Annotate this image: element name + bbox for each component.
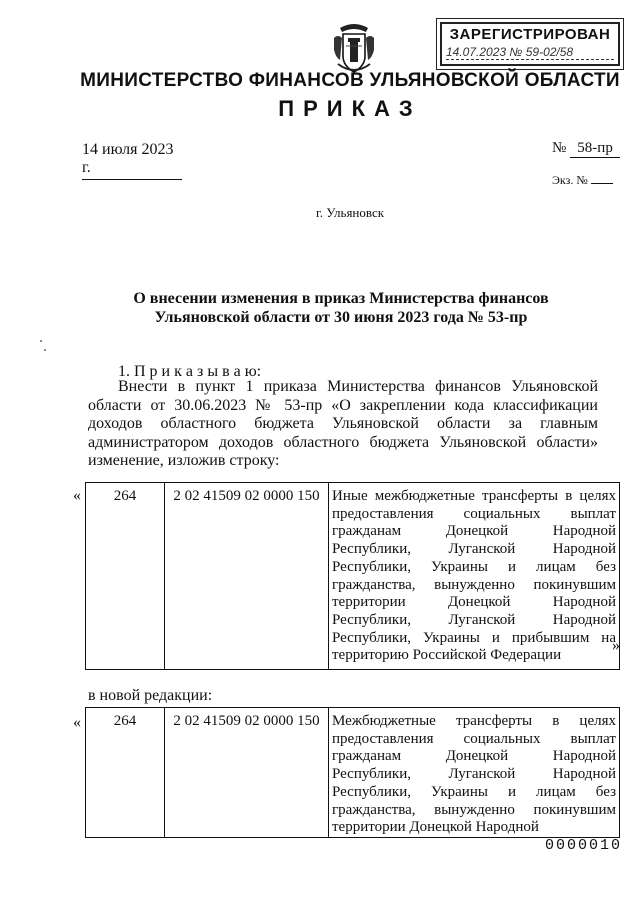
old-row-table — [85, 482, 620, 670]
row-code: 264 — [86, 483, 165, 670]
ministry-name: МИНИСТЕРСТВО ФИНАНСОВ УЛЬЯНОВСКОЙ ОБЛАСТИ — [80, 70, 620, 91]
registration-stamp — [440, 22, 620, 66]
scan-speck — [40, 340, 42, 342]
number-value: 58-пр — [570, 140, 620, 158]
row-description: Межбюджетные трансферты в целях предоставления социальных выплат гражданам Донецкой Народной Республики, Луганской Народной Республики, Украины и лицам без гражданства, вынужденно покинувшим территории Донецкой Народной — [329, 708, 620, 838]
table-row — [86, 483, 620, 670]
number-sign: № — [552, 140, 567, 156]
copy-label: Экз. № — [552, 173, 588, 187]
quote-open: « — [73, 714, 81, 731]
paragraph-text: Внести в пункт 1 приказа Министерства финансов Ульяновской области от 30.06.2023 № 53-пр «О закреплении кода классификации доходов областного бюджета Ульяновской области за главным администратором доходов областного бюджета Ульяновской области» изменение, изложив строку: — [88, 378, 598, 469]
row-description: Иные межбюджетные трансферты в целях предоставления социальных выплат гражданам Донецкой Народной Республики, Луганской Народной Республики, Украины и лицам без гражданства, вынужденно покинувшим территории Донецкой Народной Республики, Луганской Народной Республики, Украины и прибывшим на территорию Российской Федерации — [329, 483, 620, 670]
document-date: 14 июля 2023 г. — [82, 141, 182, 180]
stamp-title: ЗАРЕГИСТРИРОВАН — [449, 26, 611, 43]
paragraph-item: 1. П р и к а з ы в а ю: — [118, 363, 262, 380]
quote-close: » — [612, 637, 620, 654]
copy-blank — [591, 183, 613, 184]
copy-number — [552, 173, 613, 188]
row-code: 264 — [86, 708, 165, 838]
document-city: г. Ульяновск — [315, 205, 385, 220]
row-kbk: 2 02 41509 02 0000 150 — [165, 483, 329, 670]
document-type: ПРИКАЗ — [278, 96, 422, 121]
document-title: О внесении изменения в приказ Министерства финансов Ульяновской области от 30 июня 2023 года № 53-пр — [133, 290, 549, 326]
row-kbk: 2 02 41509 02 0000 150 — [165, 708, 329, 838]
page-number: 0000010 — [545, 837, 623, 854]
table-row — [86, 708, 620, 838]
stamp-registration-line: 14.07.2023 № 59-02/58 — [446, 45, 614, 60]
new-row-table — [85, 707, 620, 838]
coat-of-arms-icon — [330, 20, 378, 76]
quote-open: « — [73, 487, 81, 504]
new-edition-label: в новой редакции: — [88, 687, 213, 704]
scan-speck — [44, 349, 46, 351]
document-number — [552, 140, 620, 158]
